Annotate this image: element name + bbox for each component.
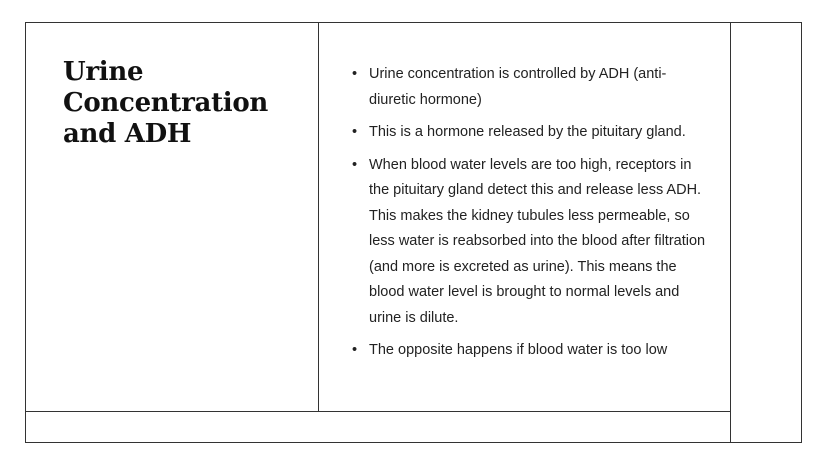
bullet-item: [350, 338, 710, 364]
bullet-dot: •: [352, 124, 358, 140]
footer-divider: [25, 411, 730, 412]
slide-title: Urine Concentration and ADH: [63, 57, 269, 149]
bullet-list: [350, 62, 710, 371]
bullet-dot: •: [352, 156, 358, 173]
bullet-item: [350, 153, 710, 332]
bullet-item: [350, 62, 710, 113]
bullet-dot: •: [352, 66, 358, 82]
bullet-dot: •: [352, 342, 358, 358]
bullet-text: This is a hormone released by the pituitary gland.: [369, 124, 686, 140]
bullet-text: When blood water levels are too high, receptors in the pituitary gland detect this and release less ADH. This makes the kidney tubules less permeable, so less water is reabsorbed into the blood after filtration (and more is excreted as urine). This means the blood water level is brought to normal levels and urine is dilute.: [369, 156, 706, 326]
bullet-item: [350, 120, 710, 146]
right-margin-divider: [730, 22, 731, 443]
bullet-text: The opposite happens if blood water is too low: [369, 342, 668, 358]
column-divider: [318, 22, 319, 411]
bullet-text: Urine concentration is controlled by ADH (anti-diuretic hormone): [369, 66, 667, 108]
